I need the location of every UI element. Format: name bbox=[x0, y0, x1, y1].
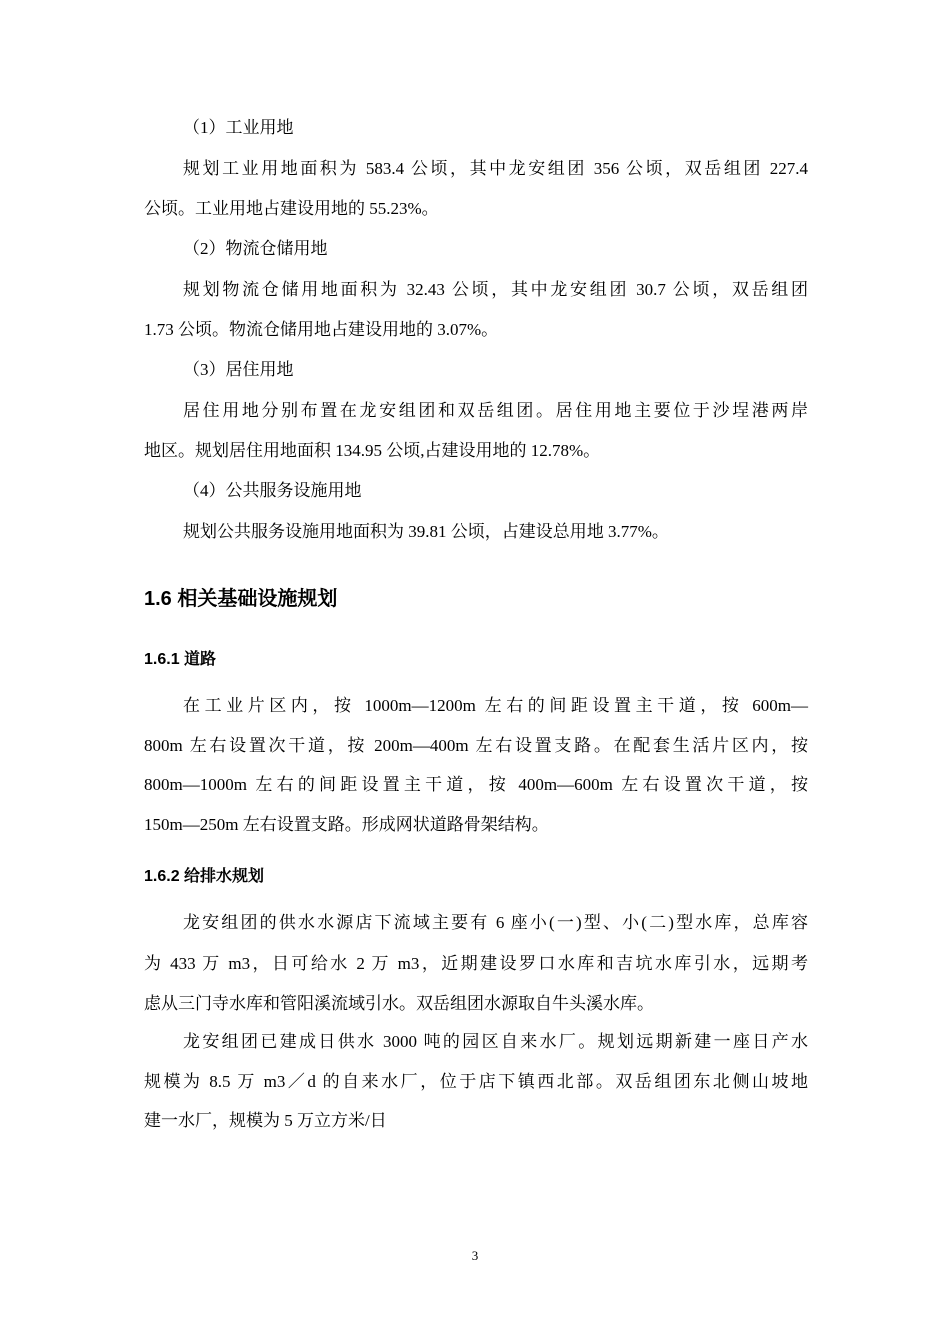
paragraph-industrial-line-2: 公顷。工业用地占建设用地的 55.23%。 bbox=[144, 199, 439, 218]
paragraph-roads-line-2: 800m 左右设置次干道，按 200m—400m 左右设置支路。在配套生活片区内，按 bbox=[144, 736, 808, 755]
paragraph-water-plant-line-3: 建一水厂，规模为 5 万立方米/日 bbox=[144, 1111, 387, 1130]
paragraph-water-source-line-2: 为 433 万 m3，日可给水 2 万 m3，近期建设罗口水库和吉坑水库引水，远期考 bbox=[144, 954, 808, 973]
paragraph-logistics-line-1: 规划物流仓储用地面积为 32.43 公顷，其中龙安组团 30.7 公顷，双岳组团 bbox=[183, 280, 808, 299]
subsection-label-industrial: （1）工业用地 bbox=[183, 118, 294, 137]
paragraph-roads-line-1: 在工业片区内，按 1000m—1200m 左右的间距设置主干道，按 600m— bbox=[183, 696, 808, 715]
paragraph-residential-line-2: 地区。规划居住用地面积 134.95 公顷,占建设用地的 12.78%。 bbox=[144, 441, 601, 460]
paragraph-water-source-line-3: 虑从三门寺水库和管阳溪流域引水。双岳组团水源取自牛头溪水库。 bbox=[144, 994, 654, 1013]
paragraph-water-source-line-1: 龙安组团的供水水源店下流域主要有 6 座小(一)型、小(二)型水库，总库容 bbox=[183, 913, 808, 932]
paragraph-roads-line-4: 150m—250m 左右设置支路。形成网状道路骨架结构。 bbox=[144, 815, 549, 834]
paragraph-industrial-line-1: 规划工业用地面积为 583.4 公顷，其中龙安组团 356 公顷，双岳组团 227.4 bbox=[183, 159, 808, 178]
subsection-label-public-service: （4）公共服务设施用地 bbox=[183, 481, 362, 500]
paragraph-water-plant-line-1: 龙安组团已建成日供水 3000 吨的园区自来水厂。规划远期新建一座日产水 bbox=[183, 1032, 808, 1051]
paragraph-public-service-line-1: 规划公共服务设施用地面积为 39.81 公顷，占建设总用地 3.77%。 bbox=[183, 522, 669, 541]
subsection-label-logistics: （2）物流仓储用地 bbox=[183, 239, 328, 258]
subsection-label-residential: （3）居住用地 bbox=[183, 360, 294, 379]
heading-1-6: 1.6 相关基础设施规划 bbox=[144, 588, 338, 610]
heading-1-6-2: 1.6.2 给排水规划 bbox=[144, 868, 265, 885]
paragraph-residential-line-1: 居住用地分别布置在龙安组团和双岳组团。居住用地主要位于沙埕港两岸 bbox=[183, 401, 808, 420]
heading-1-6-1: 1.6.1 道路 bbox=[144, 651, 217, 668]
paragraph-roads-line-3: 800m—1000m 左右的间距设置主干道，按 400m—600m 左右设置次干道，按 bbox=[144, 775, 808, 794]
paragraph-logistics-line-2: 1.73 公顷。物流仓储用地占建设用地的 3.07%。 bbox=[144, 320, 499, 339]
page-number: 3 bbox=[471, 1248, 479, 1263]
paragraph-water-plant-line-2: 规模为 8.5 万 m3／d 的自来水厂，位于店下镇西北部。双岳组团东北侧山坡地 bbox=[144, 1072, 808, 1091]
